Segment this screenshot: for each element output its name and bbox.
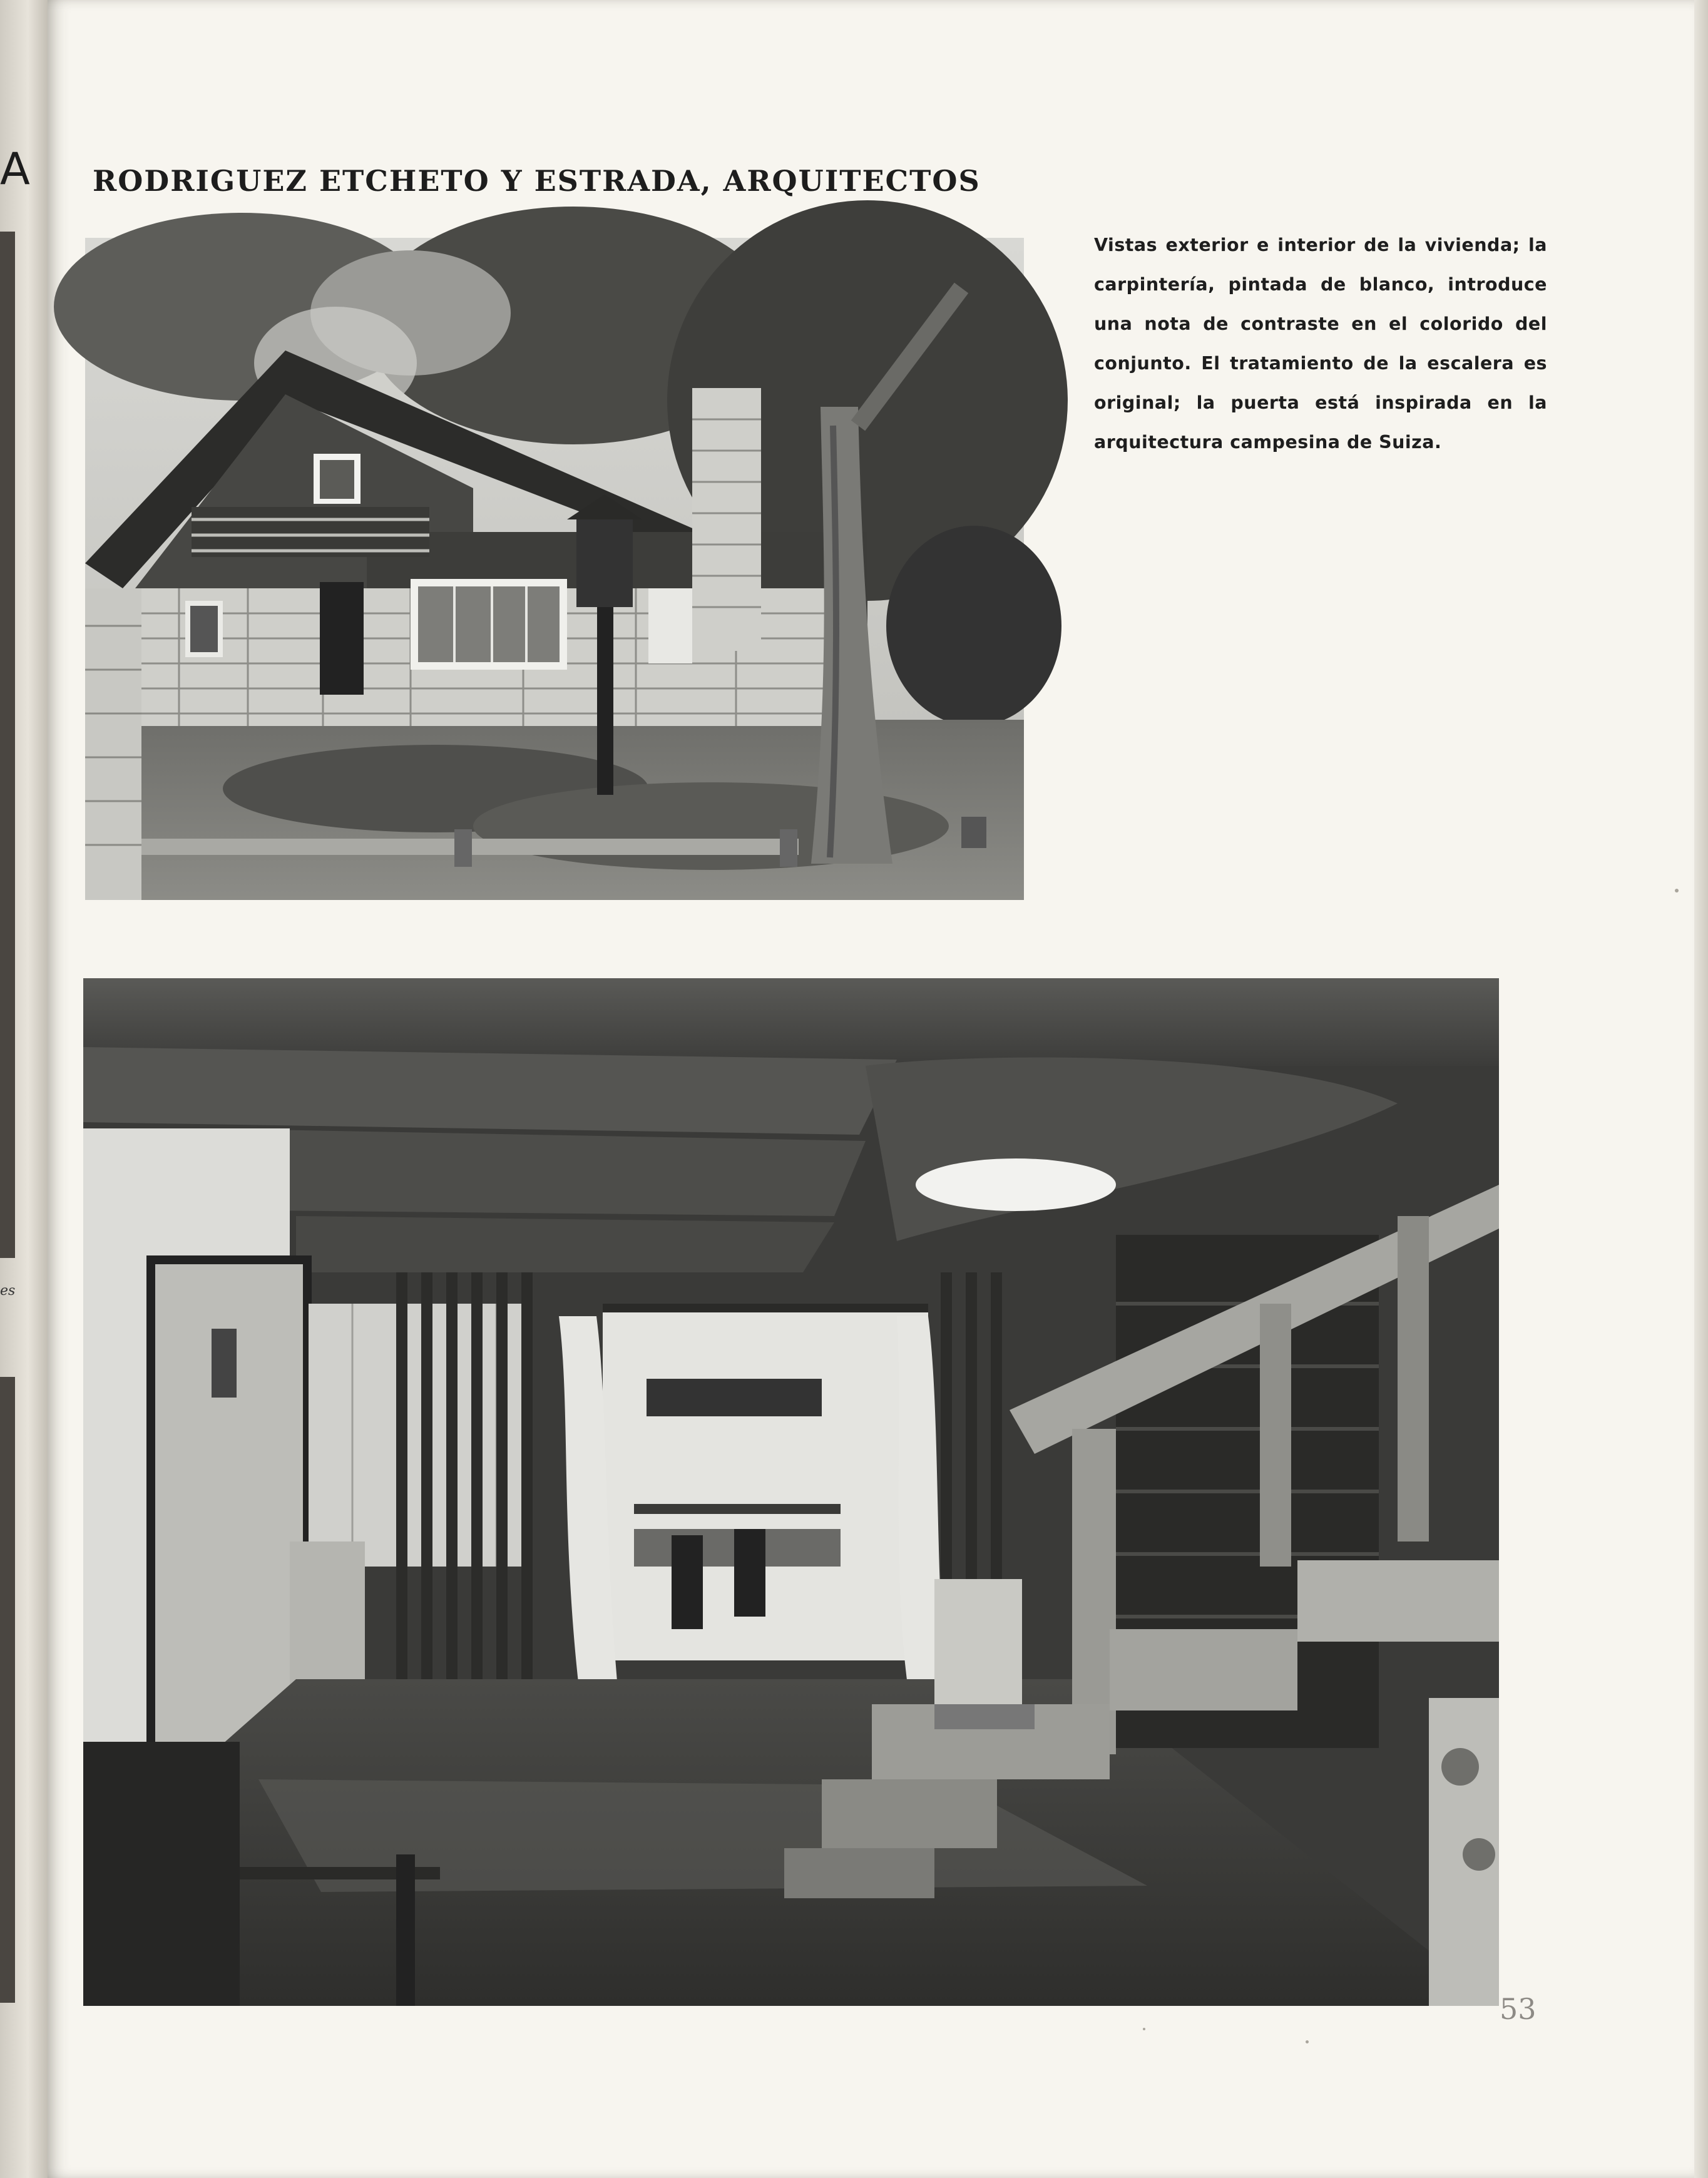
previous-page-photo-strip bbox=[0, 232, 15, 1258]
house-interior-photo bbox=[83, 978, 1499, 2006]
previous-page-heading-fragment: A bbox=[0, 143, 30, 195]
paper-speck bbox=[1675, 889, 1679, 892]
paper-speck bbox=[1306, 2040, 1309, 2043]
magazine-page bbox=[48, 0, 1708, 2178]
interior-photo-illustration bbox=[83, 978, 1499, 2006]
previous-page-text-fragment: es bbox=[0, 1283, 16, 1299]
previous-page-photo-strip bbox=[0, 1377, 15, 2003]
house-exterior-photo bbox=[85, 238, 1024, 900]
paper-speck bbox=[1143, 2028, 1145, 2030]
previous-page-edge bbox=[0, 0, 51, 2178]
photo-caption: Vistas exterior e interior de la vivienda; la carpintería, pintada de blanco, introduce una nota de contraste en el colorido del conjunto. El tratamiento de la escalera es original; la puerta está inspirada en la arquitectura campesina de Suiza. bbox=[1094, 235, 1547, 452]
exterior-photo-illustration bbox=[85, 238, 1024, 900]
page-heading: RODRIGUEZ ETCHETO Y ESTRADA, ARQUITECTOS bbox=[93, 164, 981, 198]
page-number: 53 bbox=[1500, 1992, 1537, 2026]
